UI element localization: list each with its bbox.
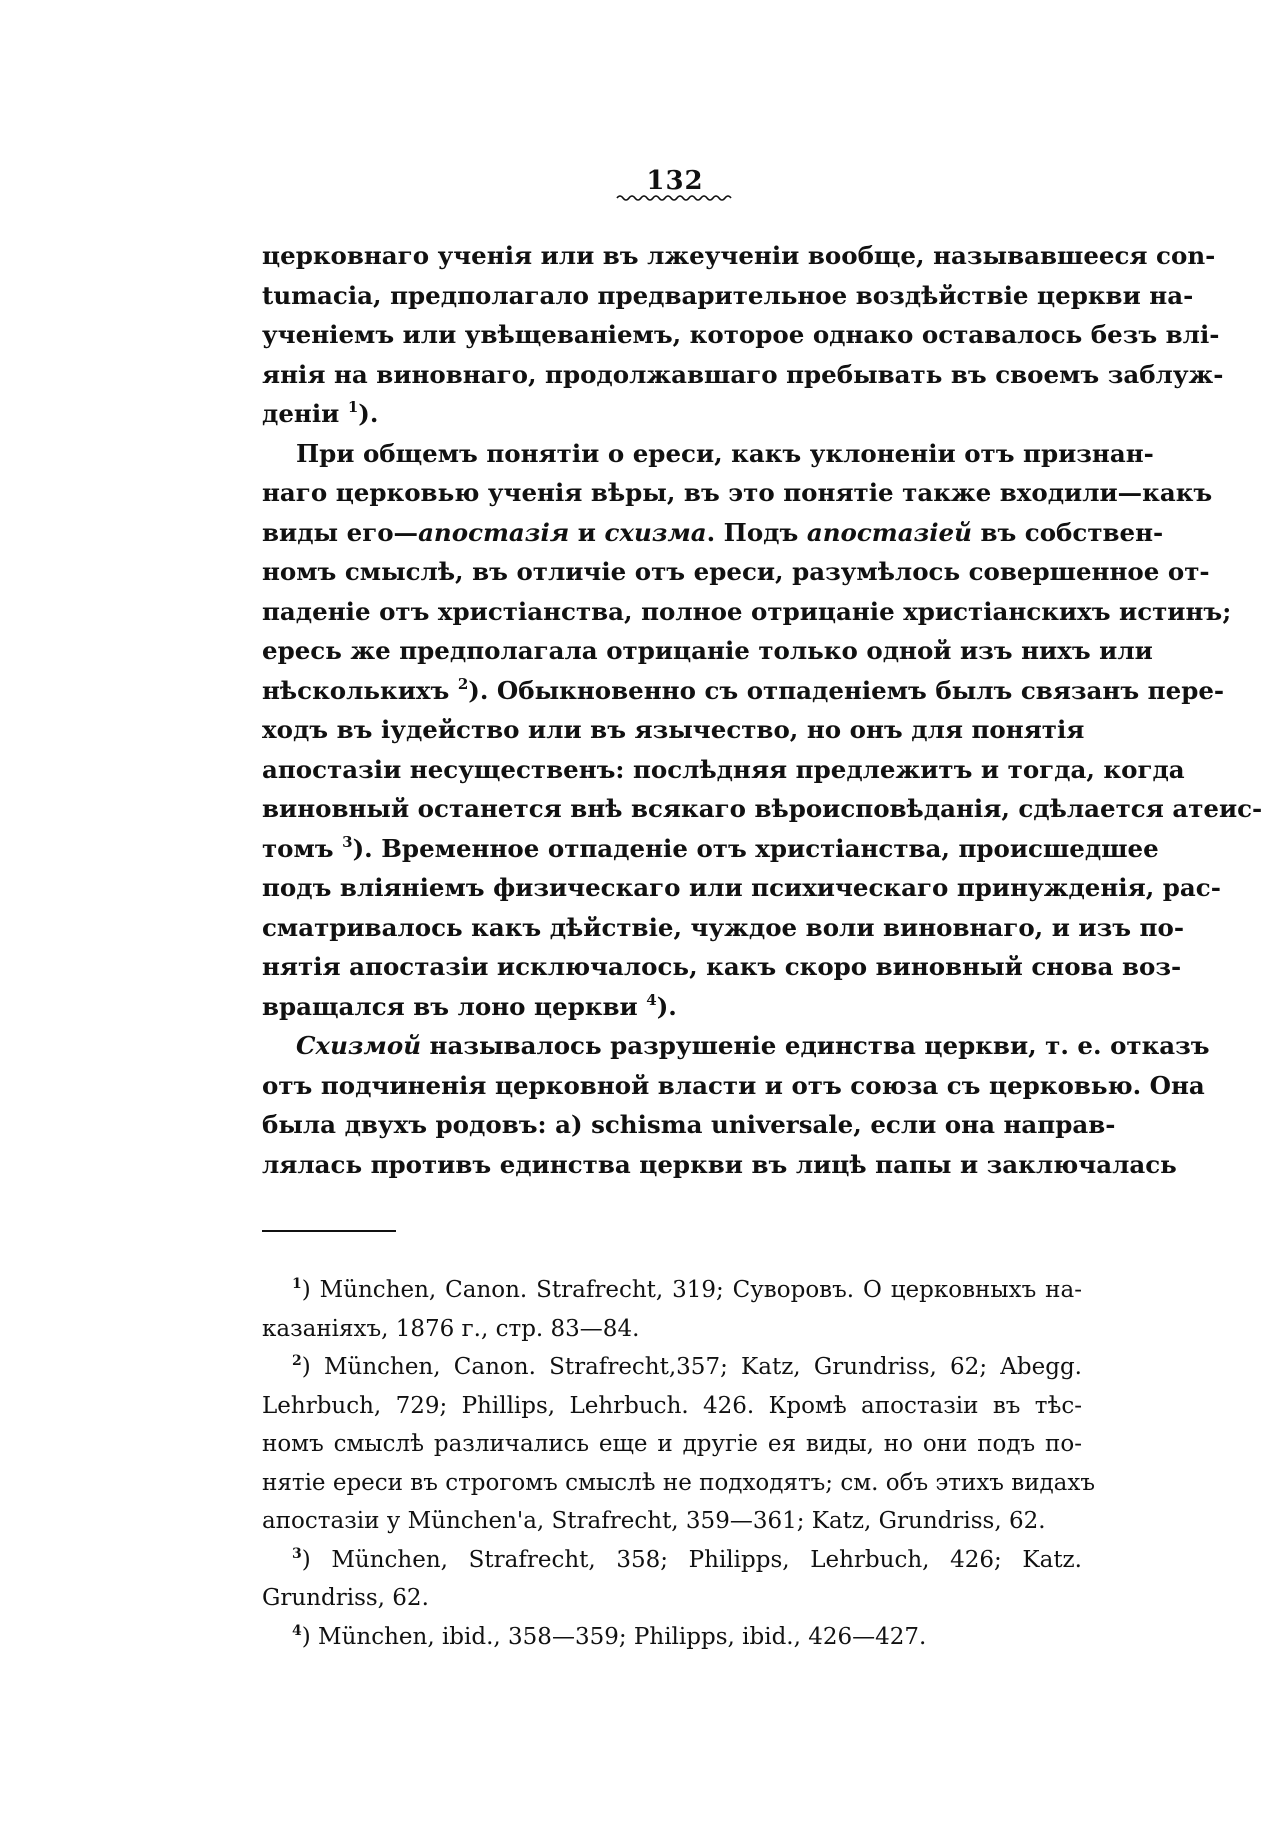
body-line: церковнаго ученія или въ лжеученіи вообще, называвшееся con- [262,241,1216,270]
footnote-line: $^1$) München, Canon. Strafrecht, 319; Суворовъ. О церковныхъ на- [292,1276,1082,1303]
body-line: виды его—апостазія и схизма. Подъ апостазіей въ собствен- [262,517,1164,547]
body-line: ученіемъ или увѣщеваніемъ, которое однако оставалось безъ влі- [262,320,1220,349]
body-line: отъ подчиненія церковной власти и отъ союза съ церковью. Она [262,1070,1205,1100]
body-line: ересь же предполагала отрицаніе только одной изъ нихъ или [262,636,1153,665]
footnotes [262,1271,1095,1656]
footnote-number: 2 [292,1353,302,1369]
page-number: 132 [646,166,704,196]
footnote-line: апостазіи у München'a, Strafrecht, 359—361; Katz, Grundriss, 62. [262,1508,1046,1534]
footnote-number: 3 [292,1545,302,1562]
footnote-number: 4 [292,1622,302,1639]
body-line: tumacia, предполагало предварительное воздѣйствіе церкви на- [262,280,1194,310]
body-line: вращался въ лоно церкви $^4$). [262,990,677,1021]
body-line: деніи $^1$). [262,398,379,428]
body-line: апостазіи несущественъ: послѣдняя предлежитъ и тогда, когда [262,754,1185,784]
body-line: янія на виновнаго, продолжавшаго пребывать въ своемъ заблуж- [262,359,1224,389]
footnote-reference: 3 [342,832,353,851]
footnote-line: нятіе ереси въ строгомъ смыслѣ не подходятъ; см. объ этихъ видахъ [262,1469,1095,1496]
body-line: виновный останется внѣ всякаго вѣроисповѣданія, сдѣлается атеис- [262,794,1262,823]
footnote-line: $^4$) München, ibid., 358—359; Philipps, ibid., 426—427. [292,1622,927,1650]
body-line: паденіе отъ христіанства, полное отрицаніе христіанскихъ истинъ; [262,596,1232,626]
body-line: номъ смыслѣ, въ отличіе отъ ереси, разумѣлось совершенное от- [262,557,1210,586]
footnote-line: Lehrbuch, 729; Phillips, Lehrbuch. 426. Кромѣ апостазіи въ тѣс- [262,1392,1082,1419]
footnote-reference: 1 [347,398,359,416]
italic-term: Схизмой [296,1031,422,1060]
footnote-number: 1 [292,1276,302,1292]
body-line: сматривалось какъ дѣйствіе, чуждое воли виновнаго, и изъ по- [262,912,1185,942]
body-line: Схизмой называлось разрушеніе единства церкви, т. е. отказъ [296,1031,1210,1060]
italic-term: схизма [604,517,707,547]
body-line: нятія апостазіи исключалось, какъ скоро виновный снова воз- [262,952,1182,981]
footnote-reference: 4 [646,990,657,1009]
footnote-reference: 2 [457,674,469,693]
body-line: нѣсколькихъ $^2$). Обыкновенно съ отпаденіемъ былъ связанъ пере- [262,674,1225,705]
body-line: При общемъ понятіи о ереси, какъ уклоненіи отъ признан- [296,438,1154,468]
footnote-line: номъ смыслѣ различались еще и другіе ея виды, но они подъ по- [262,1431,1082,1457]
body-line: подъ вліяніемъ физическаго или психическаго принужденія, рас- [262,873,1221,902]
body-line: наго церковью ученія вѣры, въ это понятіе также входили—какъ [262,478,1213,507]
italic-term: апостазіей [806,517,972,547]
footnote-divider [262,1230,396,1232]
footnote-line: казаніяхъ, 1876 г., стр. 83—84. [262,1315,640,1342]
footnote-line: Grundriss, 62. [262,1585,429,1611]
footnote-line: $^3$) München, Strafrecht, 358; Philipps, Lehrbuch, 426; Katz. [292,1545,1082,1573]
body-line: томъ $^3$). Временное отпаденіе отъ христіанства, происшедшее [262,832,1159,863]
wavy-underline-ornament [617,192,733,204]
footnote-line: $^2$) München, Canon. Strafrecht,357; Katz, Grundriss, 62; Abegg. [292,1353,1082,1380]
body-line: ходъ въ іудейство или въ язычество, но онъ для понятія [262,715,1085,744]
body-line: лялась противъ единства церкви въ лицѣ папы и заключалась [262,1149,1177,1179]
body-text [262,236,1262,1184]
italic-term: апостазія [418,517,570,547]
body-line: была двухъ родовъ: a) schisma universale, если она направ- [262,1110,1116,1139]
